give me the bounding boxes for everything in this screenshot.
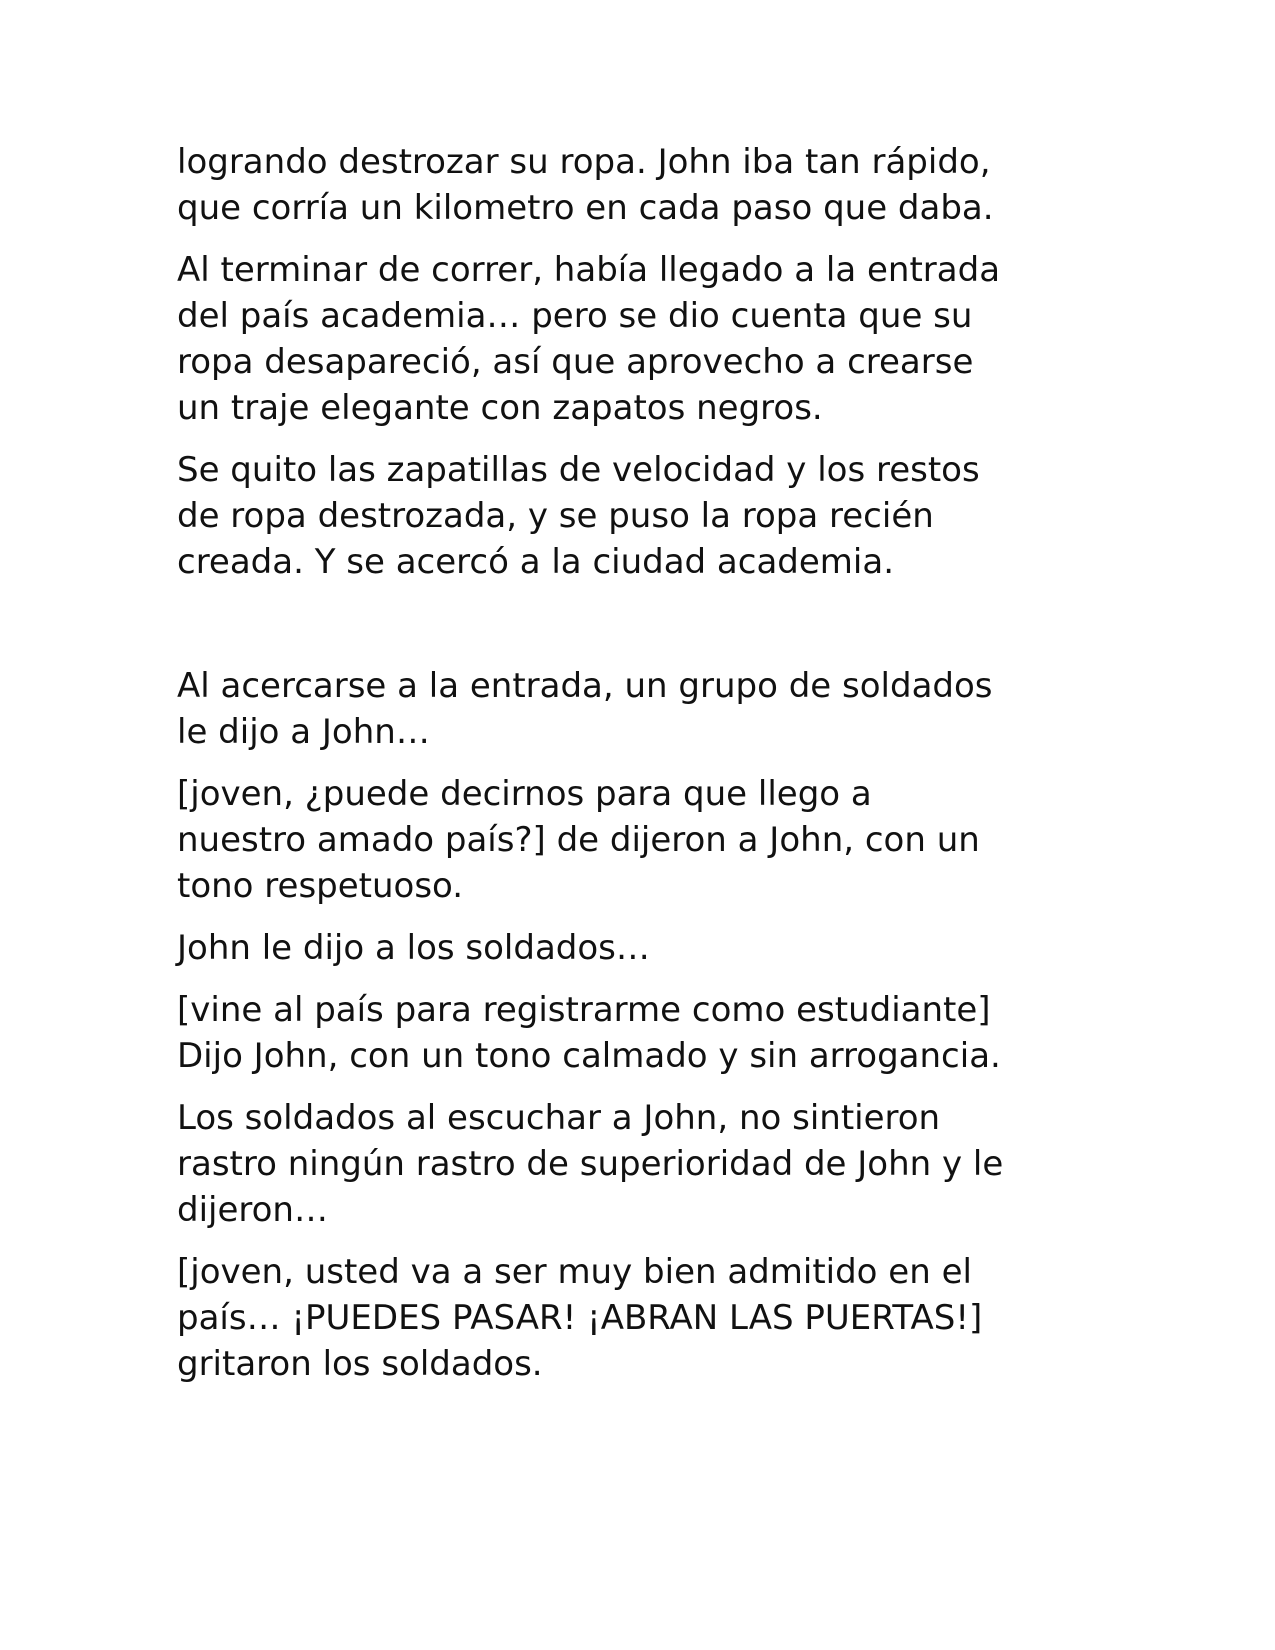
paragraph-5: [joven, ¿puede decirnos para que llego a nuestro amado país?] de dijeron a John, con un tono respetuoso. <box>177 774 980 906</box>
paragraph-8: Los soldados al escuchar a John, no sintieron rastro ningún rastro de superioridad de John y le dijeron… <box>177 1098 1004 1230</box>
paragraph-2: Al terminar de correr, había llegado a la entrada del país academia… pero se dio cuenta que su ropa desapareció, así que aprovecho a crearse un traje elegante con zapatos negros. <box>177 250 1001 428</box>
paragraph-1: logrando destrozar su ropa. John iba tan rápido, que corría un kilometro en cada paso que daba. <box>177 142 994 228</box>
paragraph-6: John le dijo a los soldados… <box>177 928 650 968</box>
document-body <box>177 139 1097 1403</box>
paragraph-4: Al acercarse a la entrada, un grupo de soldados le dijo a John… <box>177 666 993 752</box>
section-break <box>177 601 1097 663</box>
paragraph-7: [vine al país para registrarme como estudiante] Dijo John, con un tono calmado y sin arrogancia. <box>177 990 1001 1076</box>
paragraph-3: Se quito las zapatillas de velocidad y los restos de ropa destrozada, y se puso la ropa recién creada. Y se acercó a la ciudad academia. <box>177 450 980 582</box>
paragraph-9: [joven, usted va a ser muy bien admitido en el país… ¡PUEDES PASAR! ¡ABRAN LAS PUERTAS!] gritaron los soldados. <box>177 1252 983 1384</box>
